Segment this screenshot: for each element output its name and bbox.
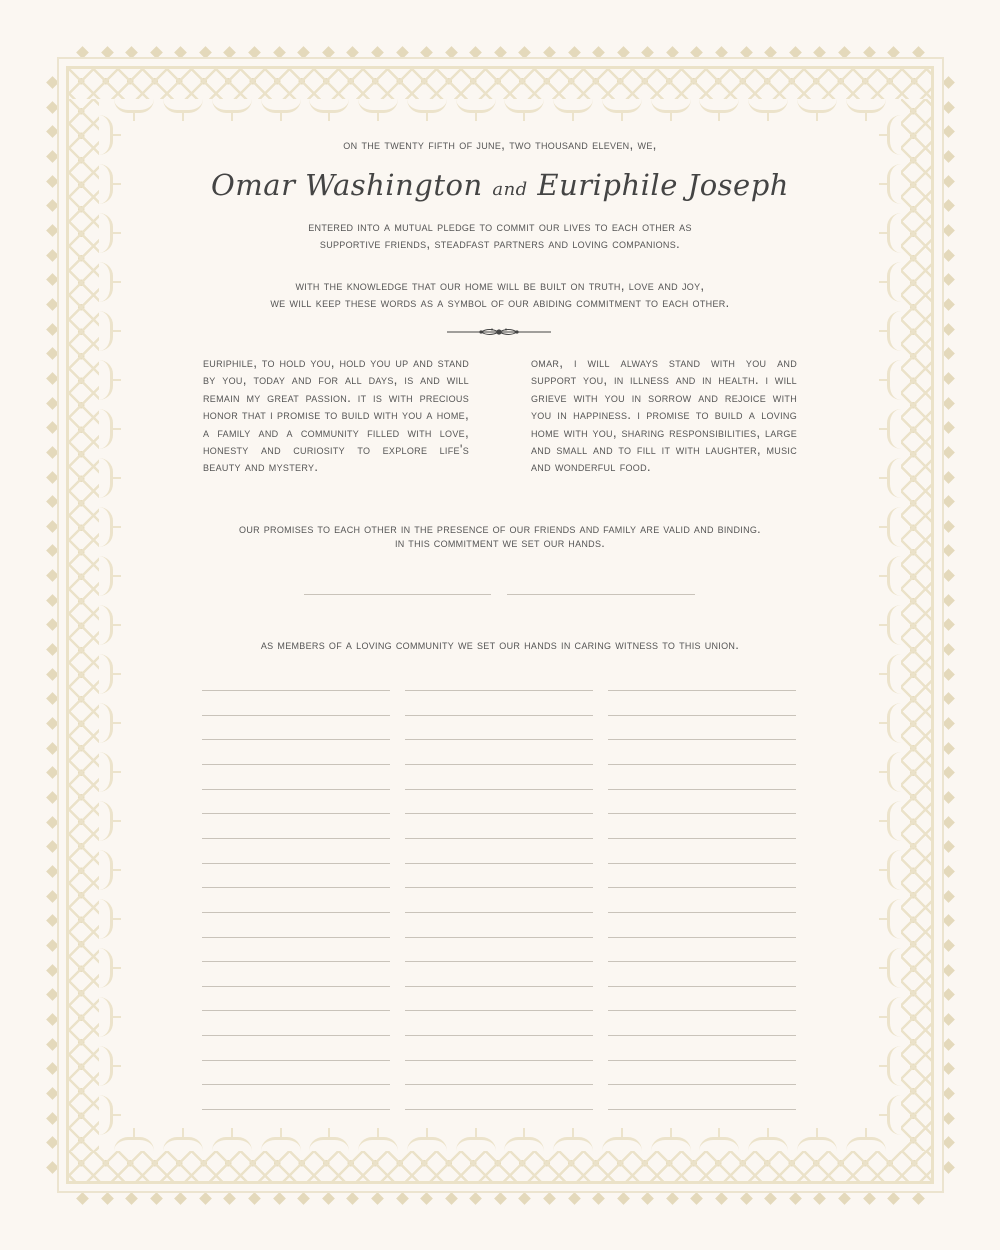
witness-signature-line[interactable] [405, 1060, 593, 1061]
date-line: on the twenty fifth of june, two thousand eleven, we, [343, 137, 657, 152]
diamond-ornament-icon [942, 914, 955, 927]
diamond-ornament-icon [764, 1192, 777, 1205]
fan-ornament-icon [887, 311, 901, 351]
fan-ornament-icon [504, 1137, 544, 1151]
witness-signature-line[interactable] [202, 986, 390, 987]
diamond-ornament-icon [942, 446, 955, 459]
top-fan-ornaments [110, 99, 890, 113]
witness-signature-line[interactable] [405, 1084, 593, 1085]
diamond-ornament-icon [396, 1192, 409, 1205]
right-lattice-band [901, 99, 931, 1151]
fan-ornament-icon [887, 654, 901, 694]
diamond-ornament-icon [740, 1192, 753, 1205]
partner-one-name: Omar Washington [211, 168, 483, 202]
witness-signature-line[interactable] [202, 937, 390, 938]
witness-signature-line[interactable] [608, 937, 796, 938]
diamond-ornament-icon [942, 471, 955, 484]
witness-signature-line[interactable] [405, 739, 593, 740]
knowledge-line: with the knowledge that our home will be built on truth, love and joy, [295, 278, 705, 293]
fan-ornament-icon [553, 1137, 593, 1151]
diamond-ornament-icon [322, 1192, 335, 1205]
witness-signature-line[interactable] [608, 863, 796, 864]
diamond-ornament-icon [199, 1192, 212, 1205]
witness-signature-line[interactable] [202, 863, 390, 864]
witness-signature-line[interactable] [405, 838, 593, 839]
diamond-ornament-icon [942, 988, 955, 1001]
binding-line: in this commitment we set our hands. [394, 536, 606, 550]
diamond-ornament-icon [942, 1013, 955, 1026]
diamond-ornament-icon [224, 1192, 237, 1205]
witness-signature-line[interactable] [608, 986, 796, 987]
diamond-ornament-icon [942, 742, 955, 755]
diamond-ornament-icon [691, 1192, 704, 1205]
diamond-ornament-icon [942, 791, 955, 804]
top-lattice-band [69, 69, 931, 99]
witness-signature-line[interactable] [405, 986, 593, 987]
witness-signature-line[interactable] [405, 715, 593, 716]
fan-ornament-icon [456, 99, 496, 113]
diamond-ornament-icon [942, 101, 955, 114]
witness-signature-line[interactable] [405, 1010, 593, 1011]
fan-ornament-icon [99, 948, 113, 988]
diamond-ornament-icon [942, 594, 955, 607]
bottom-lattice-band [69, 1151, 931, 1181]
fan-ornament-icon [602, 1137, 642, 1151]
fan-ornament-icon [261, 1137, 301, 1151]
fan-ornament-icon [99, 311, 113, 351]
fan-ornament-icon [887, 801, 901, 841]
fan-ornament-icon [887, 1095, 901, 1135]
fan-ornament-icon [699, 1137, 739, 1151]
fan-ornament-icon [887, 1046, 901, 1086]
couple-signature-line-2[interactable] [507, 594, 695, 595]
witness-signature-line[interactable] [202, 1084, 390, 1085]
witness-signature-line[interactable] [202, 764, 390, 765]
fan-ornament-icon [887, 360, 901, 400]
fan-ornament-icon [887, 997, 901, 1037]
witness-signature-line[interactable] [202, 887, 390, 888]
diamond-ornament-icon [125, 1192, 138, 1205]
witness-signature-line[interactable] [202, 1035, 390, 1036]
ornamental-divider-icon [447, 325, 551, 339]
diamond-ornament-icon [942, 1038, 955, 1051]
diamond-ornament-icon [942, 150, 955, 163]
diamond-ornament-icon [942, 668, 955, 681]
fan-ornament-icon [99, 997, 113, 1037]
fan-ornament-icon [699, 99, 739, 113]
fan-ornament-icon [99, 360, 113, 400]
witness-signature-line[interactable] [608, 887, 796, 888]
witness-signature-line[interactable] [608, 690, 796, 691]
vow-to-omar: omar, i will always stand with you and support you, in illness and in health. i will grieve with you in sorrow and rejoice with you in happiness. i promise to build a loving home with you, sharing responsibilities, large and small and to fill it with laughter, music and wonderful food. [531, 355, 797, 475]
witness-signature-line[interactable] [405, 1109, 593, 1110]
witness-signature-line[interactable] [405, 912, 593, 913]
diamond-ornament-icon [838, 1192, 851, 1205]
fan-ornament-icon [748, 99, 788, 113]
diamond-ornament-icon [942, 693, 955, 706]
witness-signature-line[interactable] [202, 715, 390, 716]
diamond-ornament-icon [174, 1192, 187, 1205]
pledge-paragraph [0, 218, 1000, 252]
fan-ornament-icon [99, 752, 113, 792]
fan-ornament-icon [99, 409, 113, 449]
diamond-ornament-icon [420, 1192, 433, 1205]
top-diamond-row [78, 48, 923, 57]
fan-ornament-icon [602, 99, 642, 113]
diamond-ornament-icon [76, 1192, 89, 1205]
witness-signature-line[interactable] [202, 1109, 390, 1110]
diamond-ornament-icon [942, 76, 955, 89]
left-lattice-band [69, 99, 99, 1151]
diamond-ornament-icon [469, 1192, 482, 1205]
fan-ornament-icon [309, 99, 349, 113]
diamond-ornament-icon [942, 569, 955, 582]
witness-signature-line[interactable] [405, 887, 593, 888]
diamond-ornament-icon [942, 323, 955, 336]
witness-signature-line[interactable] [202, 912, 390, 913]
diamond-ornament-icon [494, 1192, 507, 1205]
vow-to-euriphile: euriphile, to hold you, hold you up and stand by you, today and for all days, is and will remain my great passion. it is with precious honor that i promise to build with you a home, a family and a community filled with love, honesty and curiosity to explore life's beauty and mystery. [203, 355, 469, 475]
couple-signature-line-1[interactable] [304, 594, 491, 595]
diamond-ornament-icon [942, 840, 955, 853]
fan-ornament-icon [99, 556, 113, 596]
fan-ornament-icon [99, 654, 113, 694]
witness-signature-line[interactable] [405, 961, 593, 962]
fan-ornament-icon [504, 99, 544, 113]
witness-signature-line[interactable] [608, 1060, 796, 1061]
diamond-ornament-icon [592, 1192, 605, 1205]
fan-ornament-icon [163, 99, 203, 113]
bottom-fan-ornaments [110, 1137, 890, 1151]
diamond-ornament-icon [942, 1087, 955, 1100]
fan-ornament-icon [651, 1137, 691, 1151]
fan-ornament-icon [887, 556, 901, 596]
fan-ornament-icon [407, 99, 447, 113]
witness-signature-line[interactable] [202, 1010, 390, 1011]
diamond-ornament-icon [568, 1192, 581, 1205]
diamond-ornament-icon [641, 1192, 654, 1205]
diamond-ornament-icon [617, 1192, 630, 1205]
witness-signature-line[interactable] [202, 813, 390, 814]
diamond-ornament-icon [543, 1192, 556, 1205]
witness-signature-line[interactable] [608, 715, 796, 716]
partner-two-name: Euriphile Joseph [537, 168, 789, 202]
diamond-ornament-icon [942, 619, 955, 632]
fan-ornament-icon [99, 850, 113, 890]
diamond-ornament-icon [248, 1192, 261, 1205]
diamond-ornament-icon [346, 1192, 359, 1205]
diamond-ornament-icon [942, 816, 955, 829]
fan-ornament-icon [846, 99, 886, 113]
witness-signature-line[interactable] [608, 961, 796, 962]
fan-ornament-icon [553, 99, 593, 113]
witness-signature-line[interactable] [202, 690, 390, 691]
right-fan-ornaments [887, 110, 901, 1140]
diamond-ornament-icon [150, 1192, 163, 1205]
diamond-ornament-icon [789, 1192, 802, 1205]
witness-signature-line[interactable] [608, 1084, 796, 1085]
fan-ornament-icon [114, 99, 154, 113]
fan-ornament-icon [887, 458, 901, 498]
diamond-ornament-icon [942, 1062, 955, 1075]
witness-signature-line[interactable] [405, 813, 593, 814]
diamond-ornament-icon [887, 1192, 900, 1205]
binding-statement [0, 522, 1000, 550]
diamond-ornament-icon [273, 1192, 286, 1205]
bottom-diamond-row [78, 1194, 923, 1203]
fan-ornament-icon [797, 99, 837, 113]
diamond-ornament-icon [942, 964, 955, 977]
binding-line: our promises to each other in the presence of our friends and family are valid and binding. [239, 522, 761, 536]
diamond-ornament-icon [666, 1192, 679, 1205]
diamond-ornament-icon [101, 1192, 114, 1205]
fan-ornament-icon [212, 99, 252, 113]
pledge-line: entered into a mutual pledge to commit our lives to each other as [308, 219, 692, 234]
witness-signature-line[interactable] [405, 1035, 593, 1036]
fan-ornament-icon [748, 1137, 788, 1151]
names-conjunction: and [492, 179, 528, 200]
fan-ornament-icon [887, 948, 901, 988]
fan-ornament-icon [887, 850, 901, 890]
fan-ornament-icon [887, 899, 901, 939]
fan-ornament-icon [99, 899, 113, 939]
witness-signature-line[interactable] [202, 1060, 390, 1061]
fan-ornament-icon [407, 1137, 447, 1151]
witness-signature-line[interactable] [202, 739, 390, 740]
diamond-ornament-icon [942, 717, 955, 730]
witness-signature-line[interactable] [202, 961, 390, 962]
knowledge-line: we will keep these words as a symbol of our abiding commitment to each other. [270, 295, 730, 310]
diamond-ornament-icon [912, 1192, 925, 1205]
diamond-ornament-icon [445, 1192, 458, 1205]
fan-ornament-icon [163, 1137, 203, 1151]
fan-ornament-icon [99, 458, 113, 498]
pledge-line: supportive friends, steadfast partners and loving companions. [319, 236, 681, 251]
diamond-ornament-icon [519, 1192, 532, 1205]
witness-signature-line[interactable] [405, 789, 593, 790]
fan-ornament-icon [797, 1137, 837, 1151]
couple-names [0, 168, 1000, 202]
diamond-ornament-icon [371, 1192, 384, 1205]
witness-signature-line[interactable] [608, 764, 796, 765]
diamond-ornament-icon [813, 1192, 826, 1205]
fan-ornament-icon [212, 1137, 252, 1151]
fan-ornament-icon [887, 703, 901, 743]
witness-signature-line[interactable] [405, 863, 593, 864]
fan-ornament-icon [114, 1137, 154, 1151]
diamond-ornament-icon [942, 495, 955, 508]
diamond-ornament-icon [942, 939, 955, 952]
diamond-ornament-icon [942, 372, 955, 385]
diamond-ornament-icon [942, 1161, 955, 1174]
witness-signature-line[interactable] [608, 1035, 796, 1036]
witness-signature-line[interactable] [608, 1109, 796, 1110]
witness-signature-line[interactable] [608, 789, 796, 790]
fan-ornament-icon [887, 752, 901, 792]
fan-ornament-icon [99, 1046, 113, 1086]
left-fan-ornaments [99, 110, 113, 1140]
fan-ornament-icon [358, 99, 398, 113]
witness-signature-line[interactable] [608, 1010, 796, 1011]
diamond-ornament-icon [942, 767, 955, 780]
knowledge-paragraph [0, 277, 1000, 311]
fan-ornament-icon [99, 801, 113, 841]
diamond-ornament-icon [942, 421, 955, 434]
diamond-ornament-icon [942, 347, 955, 360]
fan-ornament-icon [358, 1137, 398, 1151]
witness-signature-line[interactable] [608, 912, 796, 913]
witness-signature-line[interactable] [405, 764, 593, 765]
fan-ornament-icon [261, 99, 301, 113]
witness-signature-line[interactable] [608, 838, 796, 839]
witness-signature-line[interactable] [202, 789, 390, 790]
fan-ornament-icon [456, 1137, 496, 1151]
fan-ornament-icon [651, 99, 691, 113]
diamond-ornament-icon [715, 1192, 728, 1205]
diamond-ornament-icon [297, 1192, 310, 1205]
fan-ornament-icon [309, 1137, 349, 1151]
witness-statement: as members of a loving community we set our hands in caring witness to this union. [260, 637, 740, 652]
witness-signature-line[interactable] [608, 739, 796, 740]
diamond-ornament-icon [942, 397, 955, 410]
witness-signature-line[interactable] [405, 937, 593, 938]
diamond-ornament-icon [863, 1192, 876, 1205]
fan-ornament-icon [887, 409, 901, 449]
diamond-ornament-icon [942, 1112, 955, 1125]
diamond-ornament-icon [942, 890, 955, 903]
fan-ornament-icon [99, 703, 113, 743]
diamond-ornament-icon [942, 865, 955, 878]
diamond-ornament-icon [942, 1136, 955, 1149]
witness-signature-line[interactable] [202, 838, 390, 839]
fan-ornament-icon [99, 1095, 113, 1135]
witness-signature-line[interactable] [608, 813, 796, 814]
witness-signature-line[interactable] [405, 690, 593, 691]
fan-ornament-icon [846, 1137, 886, 1151]
